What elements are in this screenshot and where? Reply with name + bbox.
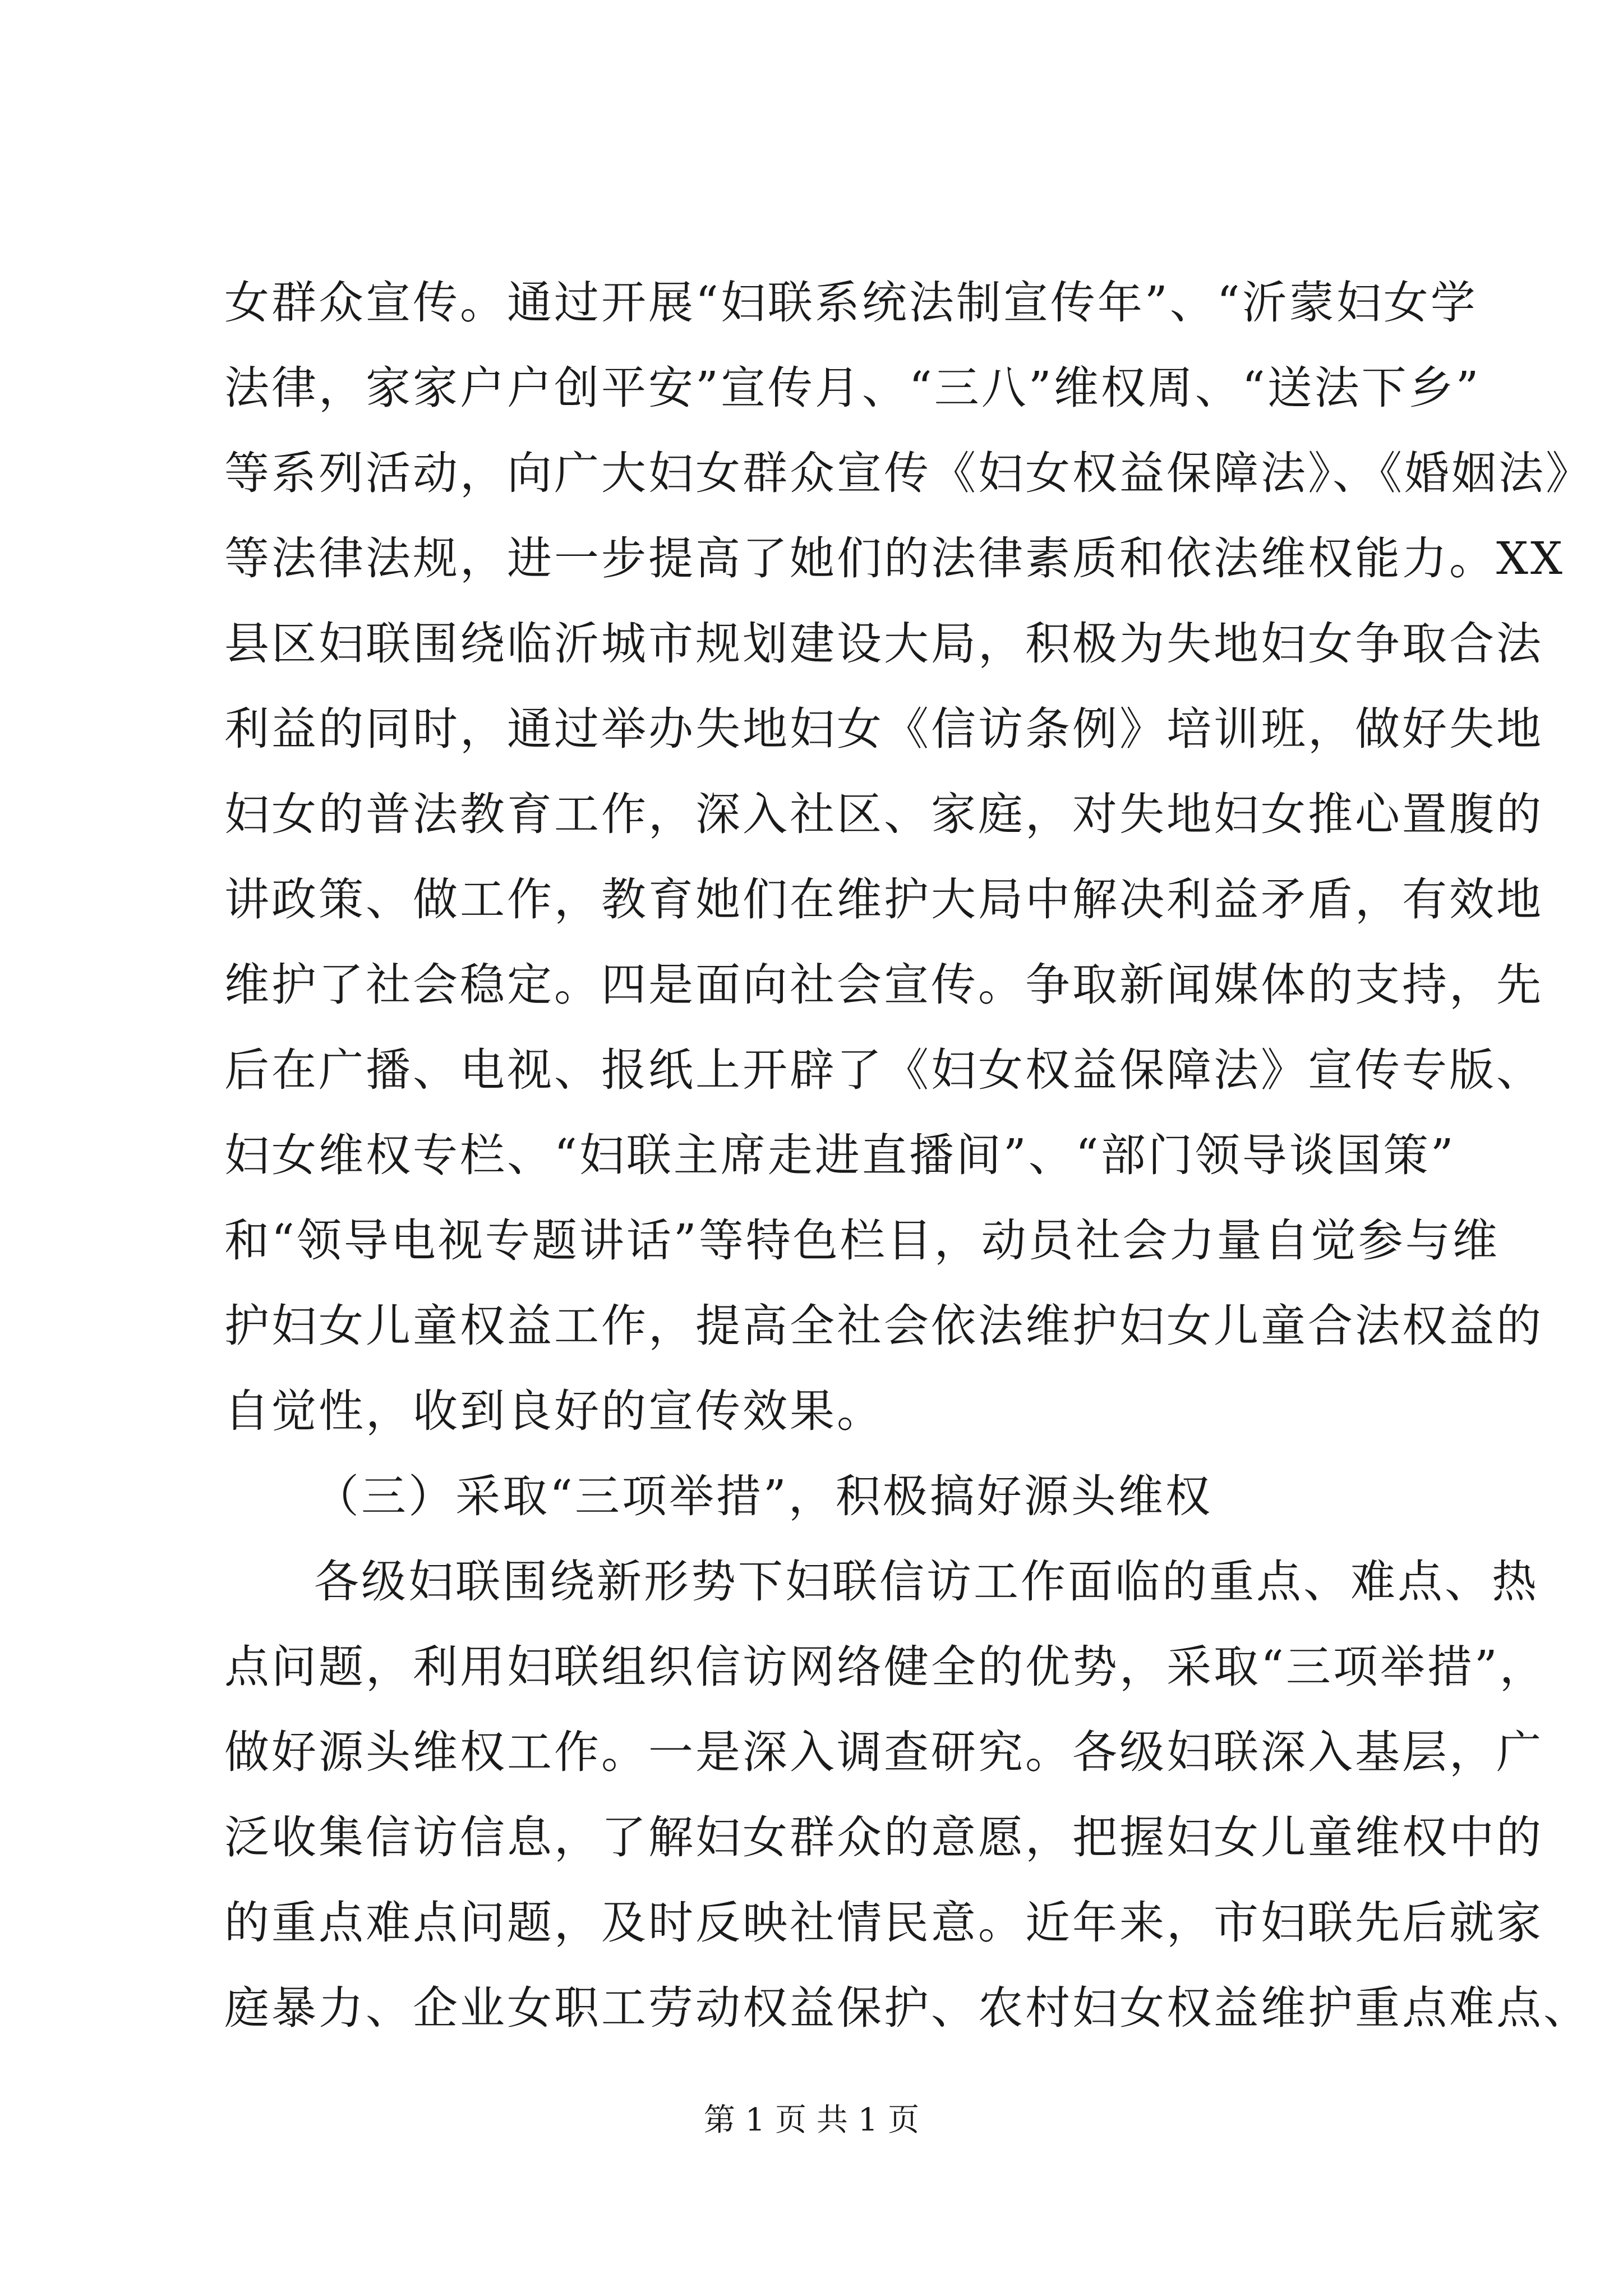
text-line: 泛收集信访信息，了解妇女群众的意愿，把握妇女儿童维权中的 [224, 1811, 1543, 1864]
text-line: 等法律法规，进一步提高了她们的法律素质和依法维权能力。XX [224, 532, 1565, 585]
text-line: 自觉性，收到良好的宣传效果。 [224, 1385, 884, 1437]
text-line: 女群众宣传。通过开展“妇联系统法制宣传年”、“沂蒙妇女学 [224, 277, 1478, 329]
text-line: 维护了社会稳定。四是面向社会宣传。争取新闻媒体的支持，先 [224, 959, 1543, 1011]
text-line: 利益的同时，通过举办失地妇女《信访条例》培训班，做好失地 [224, 703, 1543, 755]
text-line: 点问题，利用妇联组织信访网络健全的优势，采取“三项举措”， [224, 1641, 1547, 1693]
text-line: 做好源头维权工作。一是深入调查研究。各级妇联深入基层，广 [224, 1726, 1543, 1778]
text-line: 妇女的普法教育工作，深入社区、家庭，对失地妇女推心置腹的 [224, 788, 1543, 840]
text-line: 庭暴力、企业女职工劳动权益保护、农村妇女权益维护重点难点、 [224, 1982, 1590, 2034]
text-line: 等系列活动，向广大妇女群众宣传《妇女权益保障法》、《婚姻法》 [224, 447, 1593, 499]
page-number: 第 1 页 共 1 页 [703, 2102, 920, 2138]
text-line: 护妇女儿童权益工作，提高全社会依法维护妇女儿童合法权益的 [224, 1300, 1543, 1352]
text-line: 后在广播、电视、报纸上开辟了《妇女权益保障法》宣传专版、 [224, 1044, 1543, 1096]
text-line: 妇女维权专栏、“妇联主席走进直播间”、“部门领导谈国策” [224, 1129, 1456, 1181]
text-line: 和“领导电视专题讲话”等特色栏目，动员社会力量自觉参与维 [224, 1214, 1500, 1267]
text-line: 法律，家家户户创平安”宣传月、“三八”维权周、“送法下乡” [224, 362, 1481, 414]
text-line: 县区妇联围绕临沂城市规划建设大局，积极为失地妇女争取合法 [224, 618, 1543, 670]
text-line: 各级妇联围绕新形势下妇联信访工作面临的重点、难点、热 [314, 1556, 1539, 1608]
section-heading: （三）采取“三项举措”，积极搞好源头维权 [314, 1470, 1212, 1522]
text-line: 讲政策、做工作，教育她们在维护大局中解决利益矛盾，有效地 [224, 873, 1543, 926]
text-line: 的重点难点问题，及时反映社情民意。近年来，市妇联先后就家 [224, 1897, 1543, 1949]
